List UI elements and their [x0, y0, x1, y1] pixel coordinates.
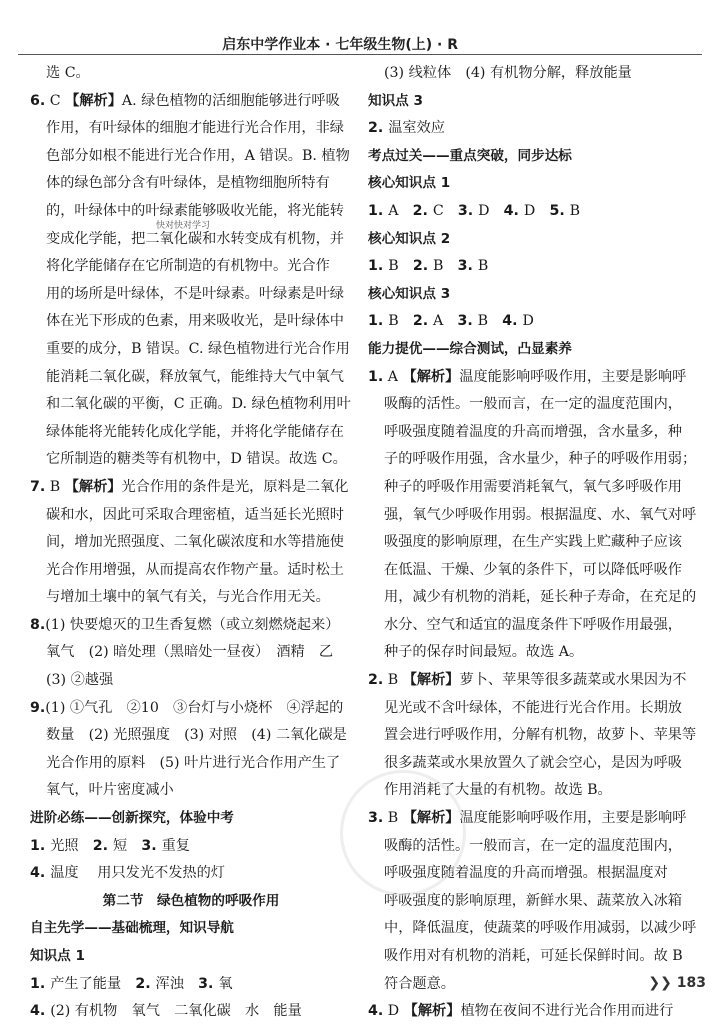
text-line	[368, 722, 698, 750]
text-line	[30, 833, 352, 861]
answer-text: A. 绿色植物的活细胞能够进行呼吸	[121, 92, 340, 109]
answer-text: 吸强度的影响原理，在生产实践上贮藏种子应该	[384, 534, 682, 551]
item-number: 4.	[502, 313, 523, 330]
answer-text: B	[477, 313, 503, 330]
answer-text: 碳和水，因此可采取合理密植，适当延长光照时	[46, 506, 344, 523]
text-line	[30, 998, 352, 1026]
question-number: 1.	[368, 368, 384, 385]
text-line	[368, 667, 698, 695]
answer-letter: B	[45, 478, 65, 495]
header-title: 启东中学作业本 · 七年级生物(上) · R	[222, 37, 458, 53]
item-number: 2.	[135, 975, 156, 992]
text-line	[30, 695, 352, 723]
text-line	[368, 695, 698, 723]
answer-text: B	[477, 258, 489, 275]
answer-letter: D	[383, 1003, 404, 1020]
answer-text: 变成化学能，把二氧化碳和水转变成有机物，并	[46, 230, 344, 247]
text-line	[30, 612, 352, 640]
text-line	[30, 391, 352, 419]
text-line	[368, 612, 698, 640]
text-line	[30, 253, 352, 281]
answer-text: 氧气 (2) 暗处理（黑暗处一昼夜） 酒精 乙	[46, 644, 334, 661]
text-line	[368, 88, 698, 116]
answer-text: (1) 快要熄灭的卫生香复燃（或立刻燃烧起来）	[45, 616, 340, 633]
answer-text: 种子的保存时间最短。故选 A。	[384, 644, 584, 661]
text-line	[368, 308, 698, 336]
answer-text: 重复	[161, 837, 190, 854]
answer-text: 见光或不含叶绿体，不能进行光合作用。长期放	[384, 699, 682, 716]
section-heading: 能力提优——综合测试，凸显素养	[368, 340, 572, 357]
section-heading: 进阶必练——创新探究，体验中考	[30, 810, 234, 827]
text-line	[368, 943, 698, 971]
item-number: 4.	[30, 1003, 51, 1020]
text-line	[368, 60, 698, 88]
answer-text: 将化学能储存在它所制造的有机物中。光合作	[46, 258, 330, 275]
text-line	[368, 281, 698, 309]
answer-text: 间，增加光照强度、二氧化碳浓度和水等措施使	[46, 534, 344, 551]
item-number: 3.	[141, 837, 162, 854]
item-number: 3.	[457, 202, 479, 219]
answer-text: 短	[112, 837, 142, 854]
answer-text: 子的呼吸作用强，含水量少，种子的呼吸作用弱；	[384, 451, 697, 468]
text-line	[30, 308, 352, 336]
item-number: 3.	[198, 975, 219, 992]
answer-text: 温度 用只发光不发热的灯	[50, 865, 225, 882]
answer-text: 氧气，叶片密度减小	[46, 782, 174, 799]
text-line	[30, 639, 352, 667]
text-line	[30, 143, 352, 171]
answer-text: 体的绿色部分含有叶绿体，是植物细胞所特有	[46, 175, 330, 192]
question-number: 6.	[30, 92, 46, 109]
answer-text: 作用消耗了大量的有机物。故选 B。	[384, 782, 612, 799]
answer-text: 用，减少有机物的消耗，延长种子寿命，在充足的	[384, 589, 697, 606]
answer-text: 置会进行呼吸作用，分解有机物，故萝卜、苹果等	[384, 727, 697, 744]
answer-text: 中，降低温度，使蔬菜的呼吸作用减弱，以减少呼	[384, 920, 697, 937]
item-number: 1.	[30, 975, 51, 992]
answer-text: 吸酶的活性。一般而言，在一定的温度范围内，	[384, 837, 682, 854]
answer-text: (1) ①气孔 ②10 ③台灯与小烧杯 ④浮起的	[45, 699, 344, 716]
answer-text: 光照	[50, 837, 93, 854]
answer-text: 色部分如根不能进行光合作用，A 错误。B. 植物	[46, 147, 350, 164]
answer-text: (2) 有机物 氧气 二氧化碳 水 能量	[50, 1003, 302, 1020]
text-line	[368, 364, 698, 392]
section-heading: 自主先学——基础梳理，知识导航	[30, 920, 234, 937]
item-number: 2.	[368, 120, 389, 137]
watermark-circle	[340, 770, 466, 896]
text-line	[30, 777, 352, 805]
answer-text: B	[433, 258, 458, 275]
answer-text: 选 C。	[46, 65, 90, 81]
section-heading: 知识点 1	[30, 948, 85, 964]
answer-text: 温室效应	[388, 120, 445, 137]
text-line	[30, 915, 352, 943]
text-line	[368, 557, 698, 585]
analysis-tag: 【解析】	[65, 92, 122, 109]
item-number: 3.	[457, 313, 478, 330]
answer-text: 产生了能量	[50, 975, 136, 992]
item-number: 2.	[412, 202, 433, 219]
answer-text: 萝卜、苹果等很多蔬菜或水果因为不	[459, 672, 687, 689]
text-line	[30, 419, 352, 447]
analysis-tag: 【解析】	[402, 672, 460, 689]
left-column	[30, 60, 352, 1026]
text-line	[368, 474, 698, 502]
text-line	[368, 639, 698, 667]
answer-text: 绿体能将光能转化成化学能，并将化学能储存在	[46, 423, 344, 440]
item-number: 4.	[30, 865, 51, 882]
answer-text: 种子的呼吸作用需要消耗氧气，氧气多呼吸作用	[384, 478, 682, 495]
section-heading: 考点过关——重点突破，同步达标	[368, 147, 572, 164]
answer-text: B	[388, 313, 413, 330]
page-number-value: 183	[676, 975, 706, 991]
item-number: 2.	[412, 313, 434, 330]
text-line	[368, 915, 698, 943]
answer-text: 温度能影响呼吸作用，主要是影响呼	[459, 368, 687, 385]
answer-text: 温度能影响呼吸作用，主要是影响呼	[459, 810, 687, 827]
answer-text: (3) 线粒体 (4) 有机物分解，释放能量	[384, 65, 632, 81]
analysis-tag: 【解析】	[64, 478, 122, 495]
answer-text: 吸酶的活性。一般而言，在一定的温度范围内，	[384, 396, 682, 413]
text-line	[30, 502, 352, 530]
text-line	[368, 115, 698, 143]
item-number: 3.	[457, 258, 478, 275]
text-line	[30, 115, 352, 143]
item-number: 1.	[368, 313, 389, 330]
answer-text: D	[522, 313, 534, 330]
text-line	[30, 750, 352, 778]
text-line	[30, 805, 352, 833]
answer-text: 呼吸强度的影响原理，新鲜水果、蔬菜放入冰箱	[384, 892, 682, 909]
text-line	[368, 253, 698, 281]
section-heading: 核心知识点 3	[368, 285, 451, 302]
analysis-tag: 【解析】	[402, 368, 460, 385]
item-number: 2.	[412, 258, 434, 275]
text-line	[30, 170, 352, 198]
text-line	[30, 364, 352, 392]
analysis-tag: 【解析】	[403, 1003, 461, 1020]
question-number: 3.	[368, 810, 384, 827]
answer-text: 作用，有叶绿体的细胞才能进行光合作用，非绿	[46, 120, 344, 137]
answer-text: 的，叶绿体中的叶绿素能够吸收光能，将光能转	[46, 202, 344, 219]
analysis-tag: 【解析】	[402, 810, 460, 827]
answer-text: 浑浊	[155, 975, 199, 992]
text-line	[368, 584, 698, 612]
answer-text: 氧	[218, 975, 233, 992]
answer-text: C	[432, 202, 458, 219]
answer-text: (3) ②越强	[46, 672, 114, 689]
page-number: ❯❯ 183	[648, 975, 706, 991]
text-line	[30, 336, 352, 364]
text-line	[30, 88, 352, 116]
question-number: 4.	[368, 1003, 384, 1020]
item-number: 5.	[549, 202, 570, 219]
answer-text: D	[478, 202, 504, 219]
item-number: 1.	[368, 202, 389, 219]
text-line	[30, 667, 352, 695]
answer-text: 符合题意。	[384, 975, 455, 992]
answer-text: 吸作用对有机物的消耗，可延长保鲜时间。故 B	[384, 948, 683, 964]
answer-text: 呼吸强度随着温度的升高而增强，含水量多，种	[384, 423, 682, 440]
answer-text: 植物在夜间不进行光合作用而进行	[460, 1003, 674, 1020]
answer-text: 它所制造的糖类等有机物中，D 错误。故选 C。	[46, 451, 347, 468]
section-heading: 知识点 3	[368, 92, 423, 109]
item-number: 1.	[368, 258, 389, 275]
question-number: 7.	[30, 478, 46, 495]
answer-text: 光合作用的原料 (5) 叶片进行光合作用产生了	[46, 754, 341, 771]
section-title: 第二节 绿色植物的呼吸作用	[102, 892, 280, 909]
item-number: 2.	[92, 837, 113, 854]
answer-text: 很多蔬菜或水果放置久了就会空心，是因为呼吸	[384, 754, 682, 771]
text-line	[30, 446, 352, 474]
text-line	[30, 60, 352, 88]
answer-text: D	[523, 202, 550, 219]
text-line	[30, 281, 352, 309]
answer-text: 数量 (2) 光照强度 (3) 对照 (4) 二氧化碳是	[46, 727, 347, 744]
answer-text: A	[388, 202, 413, 219]
text-line	[368, 502, 698, 530]
text-line	[368, 446, 698, 474]
question-number: 8.	[30, 616, 46, 633]
answer-text: 水分、空气和适宜的温度条件下呼吸作用最强，	[384, 616, 682, 633]
answer-letter: B	[383, 810, 403, 827]
item-number: 1.	[30, 837, 51, 854]
section-heading: 核心知识点 1	[368, 175, 451, 192]
text-line	[368, 336, 698, 364]
small-stamp: 快对快对学习	[156, 221, 211, 231]
answer-text: 能消耗二氧化碳，释放氧气，能维持大气中氧气	[46, 368, 344, 385]
header-rule	[18, 54, 702, 55]
answer-text: B	[388, 258, 413, 275]
text-line	[368, 170, 698, 198]
page-header	[0, 0, 720, 52]
answer-letter: B	[383, 672, 403, 689]
answer-letter: A	[383, 368, 403, 385]
answer-text: 在低温、干燥、少氧的条件下，可以降低呼吸作	[384, 561, 682, 578]
text-line	[30, 943, 352, 971]
text-line	[30, 529, 352, 557]
answer-text: 光合作用增强，从而提高农作物产量。适时松土	[46, 561, 344, 578]
text-line	[368, 998, 698, 1026]
text-line	[30, 888, 352, 916]
answer-text: B	[569, 202, 581, 219]
answer-text: 强，氧气少呼吸作用弱。根据温度、水、氧气对呼	[384, 506, 697, 523]
text-line	[368, 143, 698, 171]
text-line	[368, 529, 698, 557]
text-line	[30, 860, 352, 888]
section-heading: 核心知识点 2	[368, 230, 451, 247]
text-line	[368, 419, 698, 447]
text-line	[30, 722, 352, 750]
question-number: 2.	[368, 672, 384, 689]
answer-text: 用的场所是叶绿体，不是叶绿素。叶绿素是叶绿	[46, 285, 344, 302]
question-number: 9.	[30, 699, 46, 716]
answer-text: 呼吸强度随着温度的升高而增强。根据温度对	[384, 865, 668, 882]
text-line	[30, 584, 352, 612]
answer-text: A	[433, 313, 458, 330]
answer-text: 体在光下形成的色素，用来吸收光，是叶绿体中	[46, 313, 344, 330]
text-line	[368, 391, 698, 419]
answer-text: 重要的成分，B 错误。C. 绿色植物进行光合作用	[46, 340, 350, 357]
answer-text: 和二氧化碳的平衡，C 正确。D. 绿色植物利用叶	[46, 396, 351, 413]
text-line	[368, 198, 698, 226]
answer-text: 与增加土壤中的氧气有关，与光合作用无关。	[46, 589, 330, 606]
text-line	[30, 971, 352, 999]
answer-text: 光合作用的条件是光，原料是二氧化	[121, 478, 349, 495]
answer-letter: C	[45, 92, 66, 109]
item-number: 4.	[503, 202, 524, 219]
text-line	[368, 226, 698, 254]
text-line	[30, 557, 352, 585]
text-line	[30, 474, 352, 502]
